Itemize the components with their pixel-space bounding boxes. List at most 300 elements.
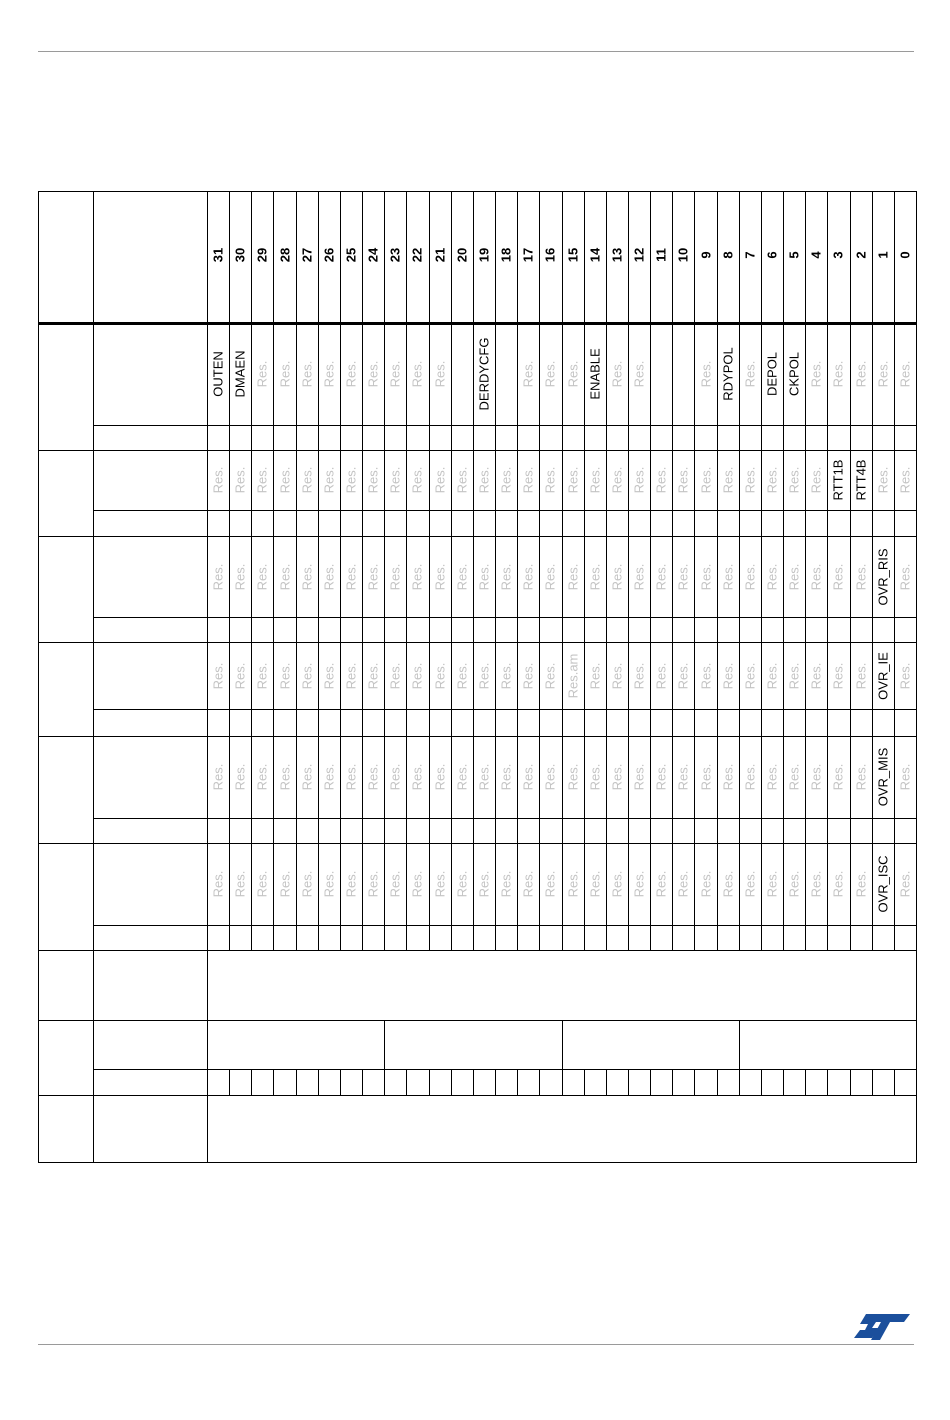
bit-field-cell bbox=[805, 736, 827, 818]
reserved-bit-label: Res. bbox=[808, 662, 824, 689]
bit-field-cell bbox=[562, 736, 584, 818]
reserved-bit-label: Res. bbox=[742, 662, 758, 689]
reserved-bit-label: Res. bbox=[432, 466, 448, 494]
bit-field-cell bbox=[650, 536, 672, 617]
bit-field-cell bbox=[517, 536, 539, 617]
reserved-bit-label: Res. bbox=[698, 563, 714, 590]
bit-field-cell bbox=[761, 736, 783, 818]
reserved-bit-label: Res. bbox=[520, 870, 536, 898]
bit-field-cell bbox=[650, 843, 672, 925]
bit-field-cell bbox=[628, 536, 650, 617]
bit-cell-divider bbox=[340, 1069, 341, 1095]
reserved-bit-label: Res. bbox=[299, 763, 315, 791]
bit-number-3 bbox=[827, 225, 849, 285]
bit-field-cell bbox=[850, 536, 872, 617]
bit-number-label: 21 bbox=[432, 247, 448, 263]
bit-field-cell bbox=[273, 642, 295, 709]
bit-field-cell bbox=[340, 736, 362, 818]
bit-field-cell bbox=[362, 843, 384, 925]
reserved-bit-label: Res. bbox=[875, 466, 891, 494]
table-border-left bbox=[38, 191, 39, 1162]
bit-field-cell bbox=[495, 843, 517, 925]
reserved-bit-label: Res. bbox=[786, 466, 802, 494]
bit-field-cell bbox=[827, 843, 849, 925]
reserved-bit-label: Res. bbox=[742, 870, 758, 898]
reserved-bit-label: Res. bbox=[387, 763, 403, 791]
field-name-label: RTT1B bbox=[830, 459, 846, 501]
bit-number-4 bbox=[805, 225, 827, 285]
reserved-bit-label: Res. bbox=[742, 466, 758, 494]
bit-cell-divider bbox=[406, 1069, 407, 1095]
reserved-bit-label: Res. bbox=[720, 662, 736, 689]
bit-field-cell bbox=[539, 736, 561, 818]
reserved-bit-label: Res. bbox=[210, 662, 226, 689]
bit-field-cell bbox=[805, 450, 827, 510]
bit-cell-divider bbox=[318, 1069, 319, 1095]
bit-field-cell bbox=[296, 450, 318, 510]
bit-number-label: 22 bbox=[409, 247, 425, 263]
reserved-bit-label: Res. bbox=[720, 466, 736, 494]
reserved-bit-label: Res. bbox=[609, 563, 625, 590]
reserved-bit-label: Res. bbox=[210, 870, 226, 898]
bit-field-cell bbox=[672, 843, 694, 925]
reserved-bit-label: Res. bbox=[365, 563, 381, 590]
bit-field-cell bbox=[273, 450, 295, 510]
reserved-bit-label: Res. bbox=[609, 763, 625, 791]
bit-cell-divider bbox=[606, 1069, 607, 1095]
bit-field-cell bbox=[229, 642, 251, 709]
reserved-bit-label: Res. bbox=[520, 662, 536, 689]
bit-number-label: 26 bbox=[321, 247, 337, 263]
bit-cell-divider bbox=[916, 1069, 917, 1095]
bit-field-cell bbox=[318, 323, 340, 425]
field-name-label: OVR_IE bbox=[875, 651, 891, 700]
bit-cell-divider bbox=[872, 1069, 873, 1095]
reserved-bit-label: Res. bbox=[897, 466, 913, 494]
bit-number-label: 23 bbox=[387, 247, 403, 263]
bit-field-cell bbox=[717, 736, 739, 818]
bit-field-cell bbox=[251, 736, 273, 818]
field-name-label: OUTEN bbox=[210, 351, 226, 397]
reserved-bit-label: Res. bbox=[343, 360, 359, 388]
bit-cell-divider bbox=[451, 1069, 452, 1095]
bit-field-cell bbox=[362, 736, 384, 818]
bit-field-cell bbox=[650, 736, 672, 818]
bit-field-cell bbox=[805, 642, 827, 709]
bit-number-label: 3 bbox=[830, 251, 846, 259]
bit-field-cell bbox=[850, 450, 872, 510]
bit-field-cell bbox=[296, 736, 318, 818]
bit-cell-divider bbox=[562, 1069, 563, 1095]
bit-field-cell bbox=[229, 536, 251, 617]
bit-number-19 bbox=[473, 225, 495, 285]
bit-number-29 bbox=[251, 225, 273, 285]
bit-field-cell bbox=[783, 843, 805, 925]
bit-number-label: 5 bbox=[786, 251, 802, 259]
reserved-bit-label: Res. bbox=[232, 563, 248, 590]
reset-row-separator bbox=[93, 818, 916, 819]
bit-field-cell bbox=[872, 323, 894, 425]
reserved-bit-label: Res. bbox=[609, 466, 625, 494]
bit-field-cell bbox=[694, 642, 716, 709]
reserved-bit-label: Res. bbox=[254, 763, 270, 791]
reserved-bit-label: Res. bbox=[365, 662, 381, 689]
bit-field-cell bbox=[628, 843, 650, 925]
reserved-bit-label: Res. bbox=[520, 360, 536, 388]
bit-cell-divider bbox=[916, 323, 917, 450]
reserved-bit-label: Res. bbox=[609, 360, 625, 388]
bit-number-14 bbox=[584, 225, 606, 285]
bit-cell-divider bbox=[229, 1069, 230, 1095]
reserved-bit-label: Res. bbox=[454, 870, 470, 898]
bit-field-cell bbox=[606, 843, 628, 925]
bit-number-label: 20 bbox=[454, 247, 470, 263]
bit-field-cell bbox=[495, 323, 517, 425]
bit-field-cell bbox=[451, 450, 473, 510]
bit-field-cell bbox=[340, 323, 362, 425]
bit-field-cell bbox=[606, 536, 628, 617]
bit-field-cell bbox=[694, 450, 716, 510]
reserved-bit-label: Res. bbox=[387, 662, 403, 689]
reset-row-separator bbox=[93, 1069, 916, 1070]
reserved-bit-label: Res. bbox=[321, 870, 337, 898]
bit-number-label: 14 bbox=[587, 247, 603, 263]
reserved-bit-label: Res. bbox=[808, 763, 824, 791]
reserved-bit-label: Res. bbox=[720, 563, 736, 590]
bit-field-cell bbox=[451, 642, 473, 709]
bit-field-cell bbox=[894, 736, 916, 818]
reserved-bit-label: Res. bbox=[520, 466, 536, 494]
bit-field-cell bbox=[672, 323, 694, 425]
reserved-bit-label: Res. bbox=[365, 870, 381, 898]
bit-cell-divider bbox=[850, 1069, 851, 1095]
bit-cell-divider bbox=[362, 1069, 363, 1095]
reserved-bit-label: Res. bbox=[742, 763, 758, 791]
reserved-bit-label: Res. bbox=[498, 662, 514, 689]
bit-number-5 bbox=[783, 225, 805, 285]
bit-field-cell bbox=[562, 843, 584, 925]
reserved-bit-label: Res. bbox=[409, 870, 425, 898]
bit-cell-divider bbox=[273, 1069, 274, 1095]
reserved-bit-label: Res. bbox=[653, 563, 669, 590]
reserved-bit-label: Res. bbox=[387, 870, 403, 898]
bit-field-cell bbox=[894, 536, 916, 617]
field-name-label: CKPOL bbox=[786, 351, 802, 397]
bit-field-cell bbox=[783, 736, 805, 818]
reserved-bit-label: Res. bbox=[698, 870, 714, 898]
field-name-label: OVR_RIS bbox=[875, 547, 891, 606]
reserved-bit-label: Res. bbox=[897, 360, 913, 388]
reserved-bit-label: Res. bbox=[476, 563, 492, 590]
reserved-bit-label: Res. bbox=[476, 466, 492, 494]
reserved-bit-label: Res. bbox=[653, 870, 669, 898]
bit-number-label: 10 bbox=[675, 247, 691, 263]
bit-cell-divider bbox=[894, 1069, 895, 1095]
bit-field-cell bbox=[606, 642, 628, 709]
reserved-bit-label: Res. bbox=[277, 763, 293, 791]
bit-field-cell bbox=[429, 642, 451, 709]
bit-field-cell bbox=[273, 323, 295, 425]
reserved-bit-label: Res. bbox=[321, 466, 337, 494]
reserved-bit-label: Res. bbox=[631, 662, 647, 689]
bit-field-cell bbox=[827, 536, 849, 617]
bit-field-cell bbox=[273, 736, 295, 818]
bit-number-label: 0 bbox=[897, 251, 913, 259]
bit-field-cell bbox=[495, 642, 517, 709]
bit-field-cell bbox=[362, 642, 384, 709]
bit-field-cell bbox=[694, 323, 716, 425]
bit-field-cell bbox=[562, 536, 584, 617]
bit-number-label: 4 bbox=[808, 251, 824, 259]
reserved-bit-label: Res. bbox=[343, 763, 359, 791]
bit-cell-divider bbox=[916, 736, 917, 843]
field-name-label: DMAEN bbox=[232, 350, 248, 398]
reserved-bit-label: Res. bbox=[277, 870, 293, 898]
bit-field-cell bbox=[539, 642, 561, 709]
bit-field-cell bbox=[296, 642, 318, 709]
reserved-bit-label: Res. bbox=[808, 870, 824, 898]
reserved-bit-label: Res. bbox=[631, 466, 647, 494]
bit-field-cell bbox=[805, 843, 827, 925]
bit-field-cell bbox=[539, 450, 561, 510]
bit-cell-divider bbox=[694, 1069, 695, 1095]
bit-number-label: 31 bbox=[210, 247, 226, 263]
bit-field-cell bbox=[340, 450, 362, 510]
reserved-bit-label: Res. bbox=[631, 763, 647, 791]
bit-field-cell bbox=[473, 642, 495, 709]
bit-field-cell bbox=[584, 642, 606, 709]
reserved-bit-label: Res. bbox=[520, 763, 536, 791]
reserved-bit-label: Res. bbox=[432, 870, 448, 898]
bit-number-31 bbox=[207, 225, 229, 285]
bit-field-cell bbox=[761, 323, 783, 425]
reserved-bit-label: Res. bbox=[631, 360, 647, 388]
bit-field-cell bbox=[761, 843, 783, 925]
reserved-bit-label: Res. bbox=[432, 563, 448, 590]
reserved-bit-label: Res. bbox=[653, 763, 669, 791]
bit-field-cell bbox=[783, 450, 805, 510]
reserved-bit-label: Res. bbox=[299, 466, 315, 494]
bit-number-label: 25 bbox=[343, 247, 359, 263]
reserved-bit-label: Res. bbox=[565, 360, 581, 388]
bit-field-cell bbox=[628, 736, 650, 818]
reserved-bit-label: Res. bbox=[587, 662, 603, 689]
reserved-bit-label: Res. bbox=[321, 662, 337, 689]
reserved-bit-label: Res. bbox=[254, 563, 270, 590]
bit-field-cell bbox=[717, 843, 739, 925]
bit-field-cell bbox=[495, 450, 517, 510]
bit-field-cell bbox=[562, 323, 584, 425]
bit-field-cell bbox=[406, 323, 428, 425]
reserved-bit-label: Res. bbox=[698, 763, 714, 791]
reserved-bit-label: Res. bbox=[542, 662, 558, 689]
bit-field-cell bbox=[429, 843, 451, 925]
bit-number-26 bbox=[318, 225, 340, 285]
reserved-bit-label: Res. bbox=[786, 763, 802, 791]
bit-field-cell bbox=[207, 450, 229, 510]
reserved-bit-label: Res. bbox=[277, 466, 293, 494]
reserved-bit-label: Res. bbox=[631, 870, 647, 898]
bit-cell-divider bbox=[717, 1069, 718, 1095]
reserved-bit-label: Res. bbox=[853, 563, 869, 590]
reserved-bit-label: Res. bbox=[675, 662, 691, 689]
reserved-bit-label: Res. bbox=[210, 563, 226, 590]
bit-cell-divider bbox=[739, 1069, 740, 1095]
bit-field-cell bbox=[650, 642, 672, 709]
bit-header-divider bbox=[916, 191, 917, 323]
reserved-bit-label: Res. bbox=[742, 563, 758, 590]
reserved-bit-label: Res. bbox=[653, 466, 669, 494]
bit-number-label: 8 bbox=[720, 251, 736, 259]
bit-field-cell bbox=[451, 536, 473, 617]
reserved-bit-label: Res. bbox=[542, 870, 558, 898]
bit-number-28 bbox=[273, 225, 295, 285]
bit-field-cell bbox=[384, 843, 406, 925]
reserved-bit-label: Res. bbox=[343, 662, 359, 689]
reserved-bit-label: Res. bbox=[764, 870, 780, 898]
reserved-bit-label: Res. bbox=[299, 662, 315, 689]
bit-cell-divider bbox=[384, 1069, 385, 1095]
reserved-bit-label: Res. bbox=[720, 870, 736, 898]
bit-field-cell bbox=[406, 450, 428, 510]
bit-cell-divider bbox=[783, 1069, 784, 1095]
bit-number-label: 1 bbox=[875, 251, 891, 259]
bit-field-cell bbox=[739, 323, 761, 425]
reserved-bit-label: Res. bbox=[343, 466, 359, 494]
bit-field-cell bbox=[473, 536, 495, 617]
bit-field-cell bbox=[894, 642, 916, 709]
bit-number-22 bbox=[406, 225, 428, 285]
reserved-bit-label: Res. bbox=[409, 466, 425, 494]
reserved-bit-label: Res. bbox=[432, 360, 448, 388]
bit-field-cell bbox=[251, 642, 273, 709]
bit-field-cell bbox=[539, 536, 561, 617]
bit-number-label: 29 bbox=[254, 247, 270, 263]
reserved-bit-label: Res. bbox=[675, 870, 691, 898]
bit-cell-divider bbox=[517, 1069, 518, 1095]
reserved-bit-label: Res. bbox=[653, 662, 669, 689]
bit-field-cell bbox=[340, 843, 362, 925]
reserved-bit-label: Res. bbox=[830, 870, 846, 898]
bit-field-cell bbox=[761, 450, 783, 510]
bit-field-cell bbox=[872, 736, 894, 818]
reserved-bit-label: Res. bbox=[343, 563, 359, 590]
reserved-bit-label: Res. bbox=[542, 466, 558, 494]
reserved-bit-label: Res. bbox=[232, 466, 248, 494]
bit-field-cell bbox=[628, 323, 650, 425]
reserved-bit-label: Res. bbox=[897, 870, 913, 898]
reserved-bit-label: Res. bbox=[254, 870, 270, 898]
bit-field-cell bbox=[672, 642, 694, 709]
reserved-bit-label: Res. bbox=[853, 870, 869, 898]
reserved-bit-label: Res. bbox=[764, 466, 780, 494]
bit-field-cell bbox=[606, 736, 628, 818]
reset-row-separator bbox=[93, 709, 916, 710]
reserved-bit-label: Res. bbox=[409, 563, 425, 590]
bit-cell-divider bbox=[251, 1069, 252, 1095]
bit-field-cell bbox=[318, 843, 340, 925]
bit-field-cell bbox=[429, 536, 451, 617]
bit-number-label: 24 bbox=[365, 247, 381, 263]
row-separator bbox=[38, 1020, 916, 1021]
bit-field-cell bbox=[761, 642, 783, 709]
bit-number-23 bbox=[384, 225, 406, 285]
bit-number-16 bbox=[539, 225, 561, 285]
bit-number-12 bbox=[628, 225, 650, 285]
bit-number-label: 9 bbox=[698, 251, 714, 259]
bit-field-cell bbox=[296, 536, 318, 617]
bit-number-label: 7 bbox=[742, 251, 758, 259]
bit-field-cell bbox=[650, 323, 672, 425]
bit-field-cell bbox=[805, 323, 827, 425]
row-separator bbox=[38, 950, 916, 951]
reserved-bit-label: Res. bbox=[232, 662, 248, 689]
reserved-bit-label: Res. bbox=[365, 466, 381, 494]
field-name-label: ENABLE bbox=[587, 348, 603, 400]
bit-cell-divider bbox=[495, 1069, 496, 1095]
reserved-bit-label: Res. bbox=[210, 763, 226, 791]
bit-number-label: 16 bbox=[542, 247, 558, 263]
bit-cell-divider bbox=[916, 536, 917, 642]
bit-field-cell bbox=[739, 736, 761, 818]
reserved-bit-label: Res. bbox=[232, 870, 248, 898]
reserved-bit-label: Res. bbox=[786, 563, 802, 590]
bit-field-cell bbox=[628, 642, 650, 709]
reserved-bit-label: Res. bbox=[365, 763, 381, 791]
bit-number-6 bbox=[761, 225, 783, 285]
reserved-bit-label: Res. bbox=[277, 360, 293, 388]
reserved-bit-label: Res. bbox=[498, 870, 514, 898]
bit-field-cell bbox=[517, 323, 539, 425]
bit-number-30 bbox=[229, 225, 251, 285]
bit-field-cell bbox=[694, 843, 716, 925]
bit-field-cell bbox=[451, 323, 473, 425]
bit-field-cell bbox=[296, 323, 318, 425]
bit-field-cell bbox=[251, 323, 273, 425]
bit-field-cell bbox=[894, 843, 916, 925]
bit-field-cell bbox=[517, 843, 539, 925]
bit-number-21 bbox=[429, 225, 451, 285]
bit-number-2 bbox=[850, 225, 872, 285]
reserved-bit-label: Res. bbox=[675, 763, 691, 791]
bit-field-cell bbox=[827, 736, 849, 818]
reserved-bit-label: Res. bbox=[542, 763, 558, 791]
bit-cell-divider bbox=[628, 1069, 629, 1095]
reserved-bit-label: Res. bbox=[299, 360, 315, 388]
bit-number-1 bbox=[872, 225, 894, 285]
reserved-bit-label: Res. bbox=[321, 763, 337, 791]
bit-field-cell bbox=[739, 450, 761, 510]
reserved-bit-label: Res. bbox=[432, 662, 448, 689]
reserved-bit-label: Res. bbox=[299, 870, 315, 898]
reset-row-separator bbox=[93, 925, 916, 926]
reserved-bit-label: Res. bbox=[321, 563, 337, 590]
bit-field-cell bbox=[827, 642, 849, 709]
bit-field-cell bbox=[562, 450, 584, 510]
bit-number-17 bbox=[517, 225, 539, 285]
bit-field-cell bbox=[827, 450, 849, 510]
reserved-bit-label: Res. bbox=[254, 466, 270, 494]
bit-cell-divider bbox=[805, 1069, 806, 1095]
bit-field-cell bbox=[761, 536, 783, 617]
reserved-bit-label: Res. bbox=[830, 360, 846, 388]
bit-cell-divider bbox=[473, 1069, 474, 1095]
bit-cell-divider bbox=[296, 1069, 297, 1095]
bit-field-cell bbox=[850, 323, 872, 425]
reserved-bit-label: Res. bbox=[587, 466, 603, 494]
bit-field-cell bbox=[473, 843, 495, 925]
bit-field-cell bbox=[207, 323, 229, 425]
